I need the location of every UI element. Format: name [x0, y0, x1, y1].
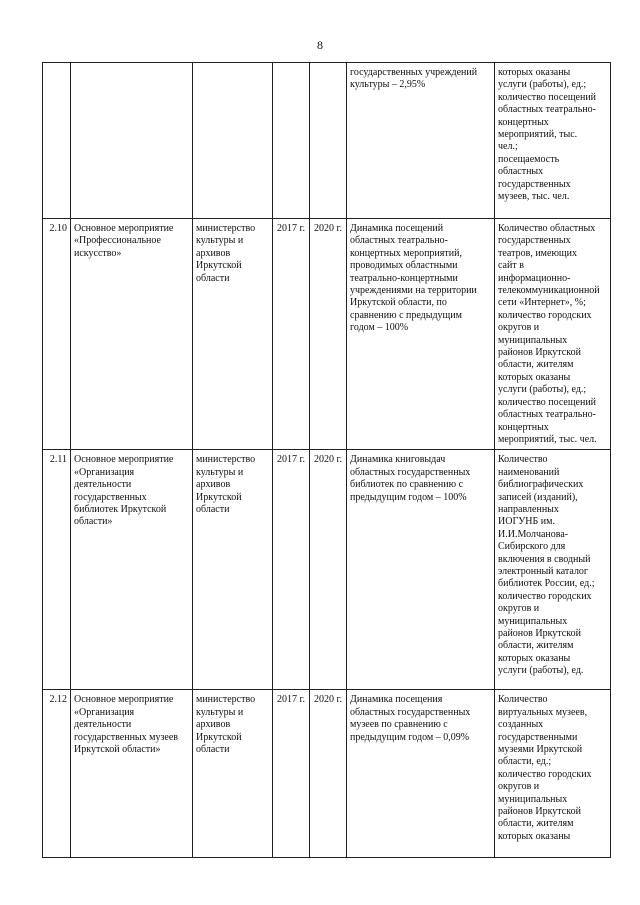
row-number: 2.12: [43, 690, 71, 858]
end-year: 2020 г.: [310, 219, 347, 450]
measure-name: Основное мероприятие «Профессиональное искусство»: [71, 219, 193, 450]
executor: [193, 63, 273, 219]
start-year: 2017 г.: [273, 690, 310, 858]
target-indicators: Количество областных государственных театров, имеющих сайт в информационно- телекоммуникационной сети «Интернет», %; количество городских округов и муниципальных районов Иркутской области, жителям которых оказаны услуги (работы), ед.; количество посещений областных театрально- концертных мероприятий, тыс. чел.: [495, 219, 611, 450]
end-year: 2020 г.: [310, 690, 347, 858]
target-indicators: которых оказаны услуги (работы), ед.; количество посещений областных театрально- концертных мероприятий, тыс. чел.; посещаемость областных государственных музеев, тыс. чел.: [495, 63, 611, 219]
measure-name: [71, 63, 193, 219]
start-year: 2017 г.: [273, 450, 310, 690]
start-year: [273, 63, 310, 219]
start-year: 2017 г.: [273, 219, 310, 450]
table-row-2-10: [43, 219, 611, 450]
measure-name: Основное мероприятие «Организация деятельности государственных музеев Иркутской области»: [71, 690, 193, 858]
measure-name: Основное мероприятие «Организация деятельности государственных библиотек Иркутской области»: [71, 450, 193, 690]
end-year: 2020 г.: [310, 450, 347, 690]
table-row-continuation: [43, 63, 611, 219]
table-row-2-11: [43, 450, 611, 690]
target-indicators: Количество наименований библиографических записей (изданий), направленных ИОГУНБ им. И.И.Молчанова- Сибирского для включения в сводный электронный каталог библиотек России, ед.; количество городских округов и муниципальных районов Иркутской области, жителям которых оказаны услуги (работы), ед.: [495, 450, 611, 690]
row-number: 2.10: [43, 219, 71, 450]
row-number: 2.11: [43, 450, 71, 690]
row-number: [43, 63, 71, 219]
executor: министерство культуры и архивов Иркутской области: [193, 690, 273, 858]
table-row-2-12: [43, 690, 611, 858]
expected-result: государственных учреждений культуры – 2,95%: [347, 63, 495, 219]
target-indicators: Количество виртуальных музеев, созданных государственными музеями Иркутской области, ед.; количество городских округов и муниципальных районов Иркутской области, жителям которых оказаны: [495, 690, 611, 858]
expected-result: Динамика посещений областных театрально- концертных мероприятий, проводимых областными театрально-концертными учреждениями на территории Иркутской области, по сравнению с предыдущим годом – 100%: [347, 219, 495, 450]
expected-result: Динамика посещения областных государственных музеев по сравнению с предыдущим годом – 0,09%: [347, 690, 495, 858]
executor: министерство культуры и архивов Иркутской области: [193, 219, 273, 450]
page-number: 8: [317, 38, 323, 52]
executor: министерство культуры и архивов Иркутской области: [193, 450, 273, 690]
expected-result: Динамика книговыдач областных государственных библиотек по сравнению с предыдущим годом – 100%: [347, 450, 495, 690]
end-year: [310, 63, 347, 219]
measures-table: [42, 62, 611, 858]
